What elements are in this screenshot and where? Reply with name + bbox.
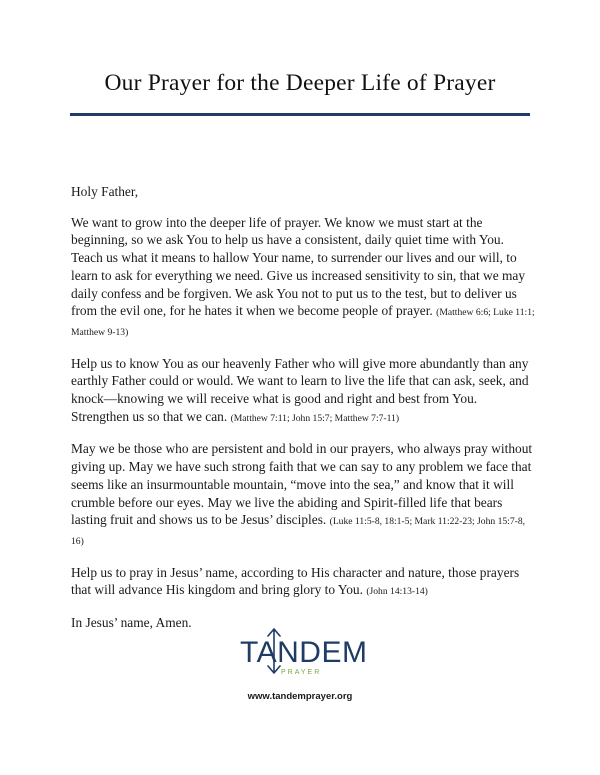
paragraph-4 xyxy=(71,564,535,601)
paragraph-text: Help us to know You as our heavenly Father who will give more abundantly than any earthly Father could or would. We want to learn to live the life that can ask, seek, and knock—knowing we will receive what is good and right and best from You. Strengthen us so that we can. xyxy=(71,355,529,424)
scripture-reference: (John 14:13-14) xyxy=(366,586,428,598)
title-divider xyxy=(70,113,530,116)
page-title: Our Prayer for the Deeper Life of Prayer xyxy=(104,70,496,96)
prayer-body xyxy=(71,183,535,645)
scripture-reference: (Matthew 6:6; Luke 11:1; Matthew 9-13) xyxy=(71,307,535,338)
paragraph-1 xyxy=(71,214,535,342)
logo-subtitle: PRAYER xyxy=(281,669,322,676)
paragraph-text: We want to grow into the deeper life of prayer. We know we must start at the beginning, so we ask You to help us have a consistent, daily quiet time with You. Teach us what it means to hallow Your name, to surrender our lives and our will, to learn to ask for everything we need. Give us increased sensitivity to sin, that we may daily confess and be forgiven. We ask You not to put us to the test, but to deliver us from the evil one, for he hates it when we become people of prayer. xyxy=(71,214,526,319)
website-link[interactable]: www.tandemprayer.org xyxy=(247,691,353,702)
salutation: Holy Father, xyxy=(71,184,139,199)
paragraph-2 xyxy=(71,355,535,428)
paragraph-text: Help us to pray in Jesus’ name, according to His character and nature, those prayers that will advance His kingdom and bring glory to You. xyxy=(71,564,520,598)
paragraph-3 xyxy=(71,440,535,550)
closing: In Jesus’ name, Amen. xyxy=(71,615,192,631)
scripture-reference: (Luke 11:5-8, 18:1-5; Mark 11:22-23; John 15:7-8, 16) xyxy=(71,516,526,547)
paragraph-text: May we be those who are persistent and bold in our prayers, who always pray without giving up. May we have such strong faith that we can say to any problem we face that seems like an insurmountable mountain, “move into the sea,” and know that it will crumble before our eyes. May we live the abiding and Spirit-filled life that bears lasting fruit and shows us to be Jesus’ disciples. xyxy=(71,441,533,528)
scripture-reference: (Matthew 7:11; John 15:7; Matthew 7:7-11) xyxy=(230,412,400,424)
logo-wordmark: TANDEM xyxy=(240,636,368,669)
